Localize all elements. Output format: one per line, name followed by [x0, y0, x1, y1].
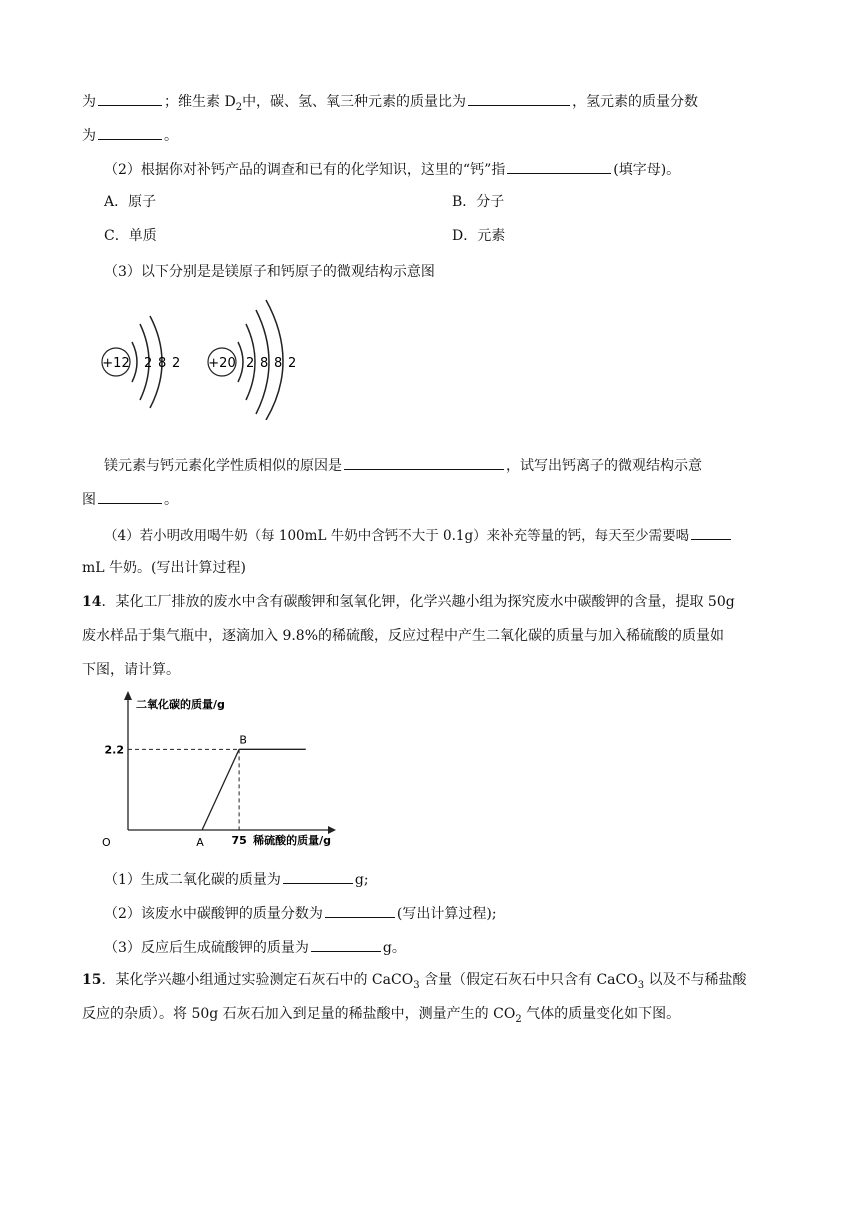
option-d: D．元素 [452, 228, 506, 244]
q13-part-3: （3）以下分别是是镁原子和钙原子的微观结构示意图 [104, 264, 435, 280]
answer-blank [283, 868, 353, 884]
text: ．某化工厂排放的废水中含有碳酸钾和氢氧化钾，化学兴趣小组为探究废水中碳酸钾的含量，提取 50g [101, 594, 735, 610]
q14-sub-1 [104, 868, 369, 890]
q15-line-2 [82, 1004, 680, 1024]
text: g; [354, 872, 369, 888]
text: 为 [82, 94, 96, 110]
magnesium-atom [102, 316, 180, 408]
text: 为 [82, 128, 96, 144]
text: ，试写出钙离子的微观结构示意 [506, 458, 702, 474]
subscript: 2 [235, 101, 243, 113]
text: （2）该废水中碳酸钾的质量分数为 [104, 906, 323, 922]
subscript: 2 [515, 1013, 522, 1025]
answer-blank [468, 90, 570, 106]
mg-shell-arc [132, 342, 137, 382]
text: ．某化学兴趣小组通过实验测定石灰石中的 CaCO [101, 972, 414, 988]
q14-line-1 [82, 592, 735, 612]
text: 。 [164, 128, 178, 144]
answer-blank [98, 488, 162, 504]
answer-blank [344, 454, 504, 470]
q13-part-3-answer-2 [82, 488, 178, 510]
mg-shell-electrons: 2 [172, 356, 181, 371]
text: ；维生素 D [164, 94, 236, 110]
q14-line-2: 废水样品于集气瓶中，逐滴加入 9.8%的稀硫酸，反应过程中产生二氧化碳的质量与加入稀硫酸的质量如 [82, 628, 725, 644]
q13-part-4 [104, 524, 733, 546]
text: （4）若小明改用喝牛奶（每 100mL 牛奶中含钙不大于 0.1g）来补充等量的钙，每天至少需要喝 [104, 528, 690, 544]
mg-shell-electrons: 8 [158, 356, 167, 371]
text: 反应的杂质）。将 50g 石灰石加入到足量的稀盐酸中，测量产生的 CO [82, 1006, 516, 1022]
ca-shell-electrons: 8 [260, 356, 269, 371]
mg-shell-electrons: 2 [144, 356, 153, 371]
q14-sub-2 [104, 902, 497, 924]
origin-label: O [102, 836, 111, 849]
answer-blank [691, 524, 731, 540]
ca-nucleus-label: +20 [208, 356, 236, 371]
atom-structure-diagram [96, 290, 316, 420]
answer-blank [98, 124, 162, 140]
option-c: C．单质 [104, 228, 157, 244]
q14-sub-3 [104, 936, 406, 958]
text: （2）根据你对补钙产品的调查和已有的化学知识，这里的“钙”指 [104, 162, 506, 178]
text: 含量（假定石灰石中只含有 CaCO [419, 972, 638, 988]
q13-line-2 [82, 124, 178, 146]
text: （1）生成二氧化碳的质量为 [104, 872, 281, 888]
point-b-label: B [239, 733, 247, 747]
q15-line-1 [82, 970, 747, 990]
q13-part-2 [104, 158, 680, 180]
text: 以及不与稀盐酸 [644, 972, 747, 988]
text: (填字母)。 [613, 162, 681, 178]
x-axis-arrow [328, 826, 336, 834]
text: ，氢元素的质量分数 [572, 94, 699, 110]
y-axis-arrow [124, 691, 132, 700]
q13-part-4-cont: mL 牛奶。(写出计算过程) [82, 560, 246, 576]
co2-mass-chart [100, 688, 360, 858]
x-tick-label: 75 [231, 834, 247, 847]
q13-line-1 [82, 90, 698, 112]
subscript: 3 [637, 979, 645, 991]
text: 镁元素与钙元素化学性质相似的原因是 [104, 458, 342, 474]
text: 中，碳、氢、氧三种元素的质量比为 [242, 94, 467, 110]
text: (写出计算过程); [396, 906, 497, 922]
y-tick-label: 2.2 [104, 743, 124, 757]
option-b: B．分子 [452, 194, 505, 210]
answer-blank [311, 936, 381, 952]
x-axis-label: 稀硫酸的质量/g [253, 834, 332, 847]
answer-blank [507, 158, 611, 174]
text: 气体的质量变化如下图。 [521, 1006, 681, 1022]
calcium-atom [208, 300, 296, 420]
text: （3）反应后生成硫酸钾的质量为 [104, 940, 309, 956]
answer-blank [98, 90, 162, 106]
option-a: A．原子 [104, 194, 157, 210]
subscript: 3 [413, 979, 420, 991]
ca-shell-arc [238, 342, 243, 382]
question-number: 14 [82, 594, 102, 610]
y-axis-label: 二氧化碳的质量/g [136, 698, 225, 711]
q13-part-3-answer [104, 454, 702, 476]
text: 。 [164, 492, 178, 508]
text: g。 [382, 940, 406, 956]
point-a-label: A [196, 836, 204, 849]
question-number: 15 [82, 972, 102, 988]
ca-shell-electrons: 2 [288, 356, 297, 371]
ca-shell-electrons: 2 [246, 356, 255, 371]
series-line-rise [202, 749, 239, 830]
ca-shell-electrons: 8 [274, 356, 283, 371]
q14-line-3: 下图，请计算。 [82, 662, 180, 678]
mg-nucleus-label: +12 [102, 356, 130, 371]
answer-blank [325, 902, 395, 918]
text: 图 [82, 492, 96, 508]
